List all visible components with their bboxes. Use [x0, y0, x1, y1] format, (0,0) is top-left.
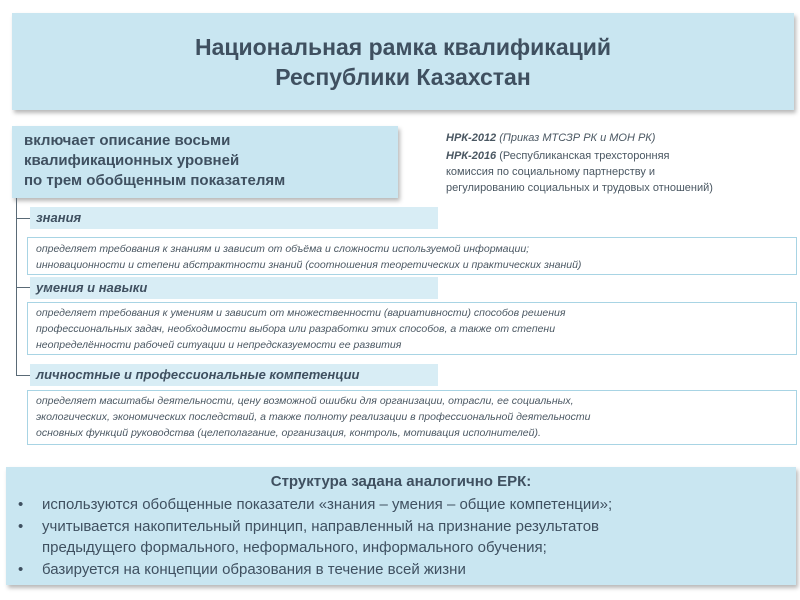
- nrk-2012-code: НРК-2012: [446, 132, 497, 144]
- intro-line-2: квалификационных уровней: [24, 152, 240, 169]
- nrk-2016-desc-line-2: комиссия по социальному партнерству и: [446, 166, 656, 178]
- category-desc-skills: [27, 302, 797, 355]
- category-label: умения и навыки: [36, 280, 148, 295]
- intro-line-3: по трем обобщенным показателям: [24, 172, 286, 189]
- nrk-2012-desc: (Приказ МТСЗР РК и МОН РК): [496, 132, 656, 144]
- bullet-mark: •: [18, 518, 24, 535]
- category-header-competences: [30, 364, 438, 386]
- nrk-2016-note: [446, 149, 796, 163]
- structure-box: [6, 467, 796, 585]
- category-desc-line: определяет требования к умениям и зависит от множественности (вариативности) способов решения: [36, 307, 566, 319]
- category-desc-line: инновационности и степени абстрактности знаний (соотношения теоретических и практических знаний): [36, 259, 582, 271]
- category-label: личностные и профессиональные компетенции: [36, 367, 360, 382]
- category-header-skills: [30, 277, 438, 299]
- category-desc-line: определяет масштабы деятельности, цену возможной ошибки для организации, отрасли, ее социальных,: [36, 395, 574, 407]
- intro-line-1: включает описание восьми: [24, 132, 231, 149]
- nrk-2016-code: НРК-2016: [446, 150, 497, 162]
- structure-bullet-2-line-2: предыдущего формального, неформального, информального обучения;: [42, 539, 547, 556]
- page-title-line-1: Национальная рамка квалификаций: [194, 33, 612, 60]
- page-title-line-2: Республики Казахстан: [275, 63, 531, 90]
- structure-bullet-2-line-1: учитывается накопительный принцип, направленный на признание результатов: [42, 518, 600, 535]
- intro-box: [12, 126, 398, 198]
- category-header-knowledge: [30, 207, 438, 229]
- bullet-mark: •: [18, 496, 24, 513]
- structure-bullet-1: используются обобщенные показатели «знания – умения – общие компетенции»;: [42, 496, 613, 513]
- bullet-mark: •: [18, 561, 24, 578]
- title-banner: [12, 13, 794, 110]
- category-desc-competences: [27, 390, 797, 445]
- category-desc-line: основных функций руководства (целеполагание, организация, контроль, мотивация исполнителей).: [36, 427, 541, 439]
- structure-bullet-3: базируется на концепции образования в течение всей жизни: [42, 561, 466, 578]
- category-desc-line: экологических, экономических последствий, а также полноту реализации в профессиональной деятельности: [36, 411, 591, 423]
- nrk-2016-desc-1: (Республиканская трехсторонняя: [496, 150, 670, 162]
- nrk-2012-note: [446, 131, 796, 145]
- category-desc-line: неопределённости рабочей ситуации и непредсказуемости ее развития: [36, 339, 402, 351]
- structure-title: Структура задана аналогично ЕРК:: [270, 473, 532, 490]
- tree-connector-competences: [16, 375, 30, 376]
- nrk-2016-desc-line-3: регулированию социальных и трудовых отношений): [446, 182, 713, 194]
- category-desc-line: профессиональных задач, необходимости выбора или разработки этих способов, а также от степени: [36, 323, 556, 335]
- category-label: знания: [36, 210, 82, 225]
- category-desc-knowledge: [27, 237, 797, 275]
- tree-connector-knowledge: [16, 218, 30, 219]
- tree-connector-skills: [16, 287, 30, 288]
- category-desc-line: определяет требования к знаниям и зависит от объёма и сложности используемой информации;: [36, 243, 530, 255]
